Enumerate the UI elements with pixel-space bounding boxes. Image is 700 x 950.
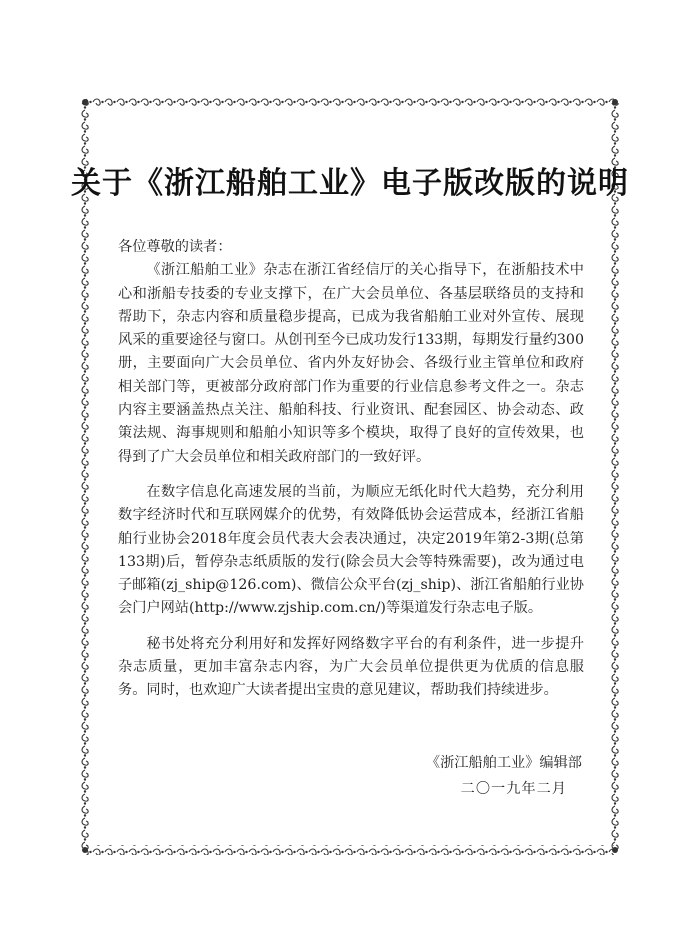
signature-date: 二〇一九年二月 bbox=[460, 781, 567, 797]
signature-department: 《浙江船舶工业》编辑部 bbox=[425, 755, 582, 771]
paragraph-digital: 在数字信息化高速发展的当前，为顺应无纸化时代大趋势，充分利用数字经济时代和互联网媒介的优势，有效降低协会运营成本，经浙江省船舶行业协会2018年度会员代表大会表决通过，决定2019年第2-3期(总第133期)后，暂停杂志纸质版的发行(除会员大会等特殊需要)，改为通过电子邮箱(zj_ship@126.com)、微信公众平台(zj_ship)、浙江省船舶行业协会门户网站(http://www.zjship.com.cn/)等渠道发行杂志电子版。 bbox=[118, 483, 584, 617]
letter-body bbox=[118, 236, 584, 703]
paragraph-closing: 秘书处将充分利用好和发挥好网络数字平台的有利条件，进一步提升杂志质量，更加丰富杂志内容，为广大会员单位提供更为优质的信息服务。同时，也欢迎广大读者提出宝贵的意见建议，帮助我们持续进步。 bbox=[118, 635, 584, 699]
page-title: 关于《浙江船舶工业》电子版改版的说明 bbox=[71, 166, 629, 201]
salutation: 各位尊敬的读者： bbox=[118, 239, 232, 255]
paragraph-intro: 《浙江船舶工业》杂志在浙江省经信厅的关心指导下，在浙船技术中心和浙船专技委的专业支撑下，在广大会员单位、各基层联络员的支持和帮助下，杂志内容和质量稳步提高，已成为我省船舶工业对外宣传、展现风采的重要途径与窗口。从创刊至今已成功发行133期，每期发行量约300册，主要面向广大会员单位、省内外友好协会、各级行业主管单位和政府相关部门等，更被部分政府部门作为重要的行业信息参考文件之一。杂志内容主要涵盖热点关注、船舶科技、行业资讯、配套园区、协会动态、政策法规、海事规则和船舶小知识等多个模块，取得了良好的宣传效果，也得到了广大会员单位和相关政府部门的一致好评。 bbox=[118, 262, 584, 465]
